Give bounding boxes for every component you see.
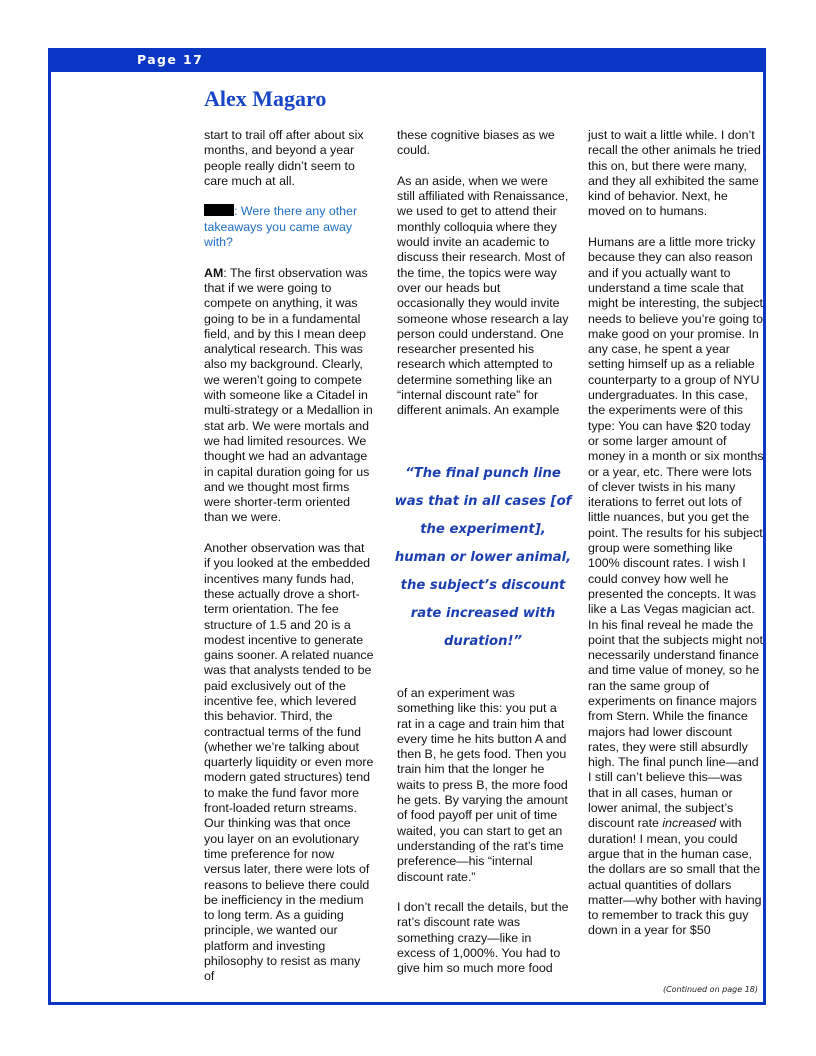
page-number: Page 17: [137, 52, 204, 67]
continued-note: (Continued on page 18): [662, 985, 758, 994]
paragraph: [588, 235, 764, 939]
answer-text: : The first observation was that if we were going to compete on anything, it was going to be in a fundamental field, and by this I mean deep analytical research. This was also my background. Clearly, we weren’t going to compete with someone like a Citadel in multi-strategy or a Medallion in stat arb. We were mortals and we had limited resources. We thought we had an advantage in capital duration going for us and we thought most firms were shorter-term oriented than we were.: [204, 265, 373, 525]
paragraph: I don’t recall the details, but the rat’s discount rate was something crazy—like in excess of 1,000%. You had to give him so much more food: [397, 900, 569, 976]
paragraph-text: with duration! I mean, you could argue that in the human case, the dollars are so small that the actual quantities of dollars matter—why bother with having to remember to track this guy down in a year for $50: [588, 816, 762, 938]
question-text: Were there any other takeaways you came away with?: [204, 204, 358, 250]
paragraph: just to wait a little while. I don’t recall the other animals he tried this on, but there were many, and they all exhibited the same kind of behavior. Next, he moved on to humans.: [588, 128, 761, 219]
speaker-initials: AM: [204, 265, 224, 280]
paragraph: Another observation was that if you looked at the embedded incentives many funds had, these actually drove a short-term orientation. The fee structure of 1.5 and 20 is a modest incentive to generate gains sooner. A related nuance was that analysts tended to be paid exclusively out of the incentive fee, which levered this behavior. Third, the contractual terms of the fund (whether we’re talking about quarterly liquidity or even more modern gated structures) tend to make the fund favor more front-loaded return streams. Our thinking was that once you layer on an evolutionary time preference for now versus later, there were lots of reasons to believe there could be inefficiency in the medium to long term. As a guiding principle, we wanted our platform and investing philosophy to resist as many of: [204, 541, 374, 984]
pull-quote: “The final punch line was that in all cases [of the experiment], human or lower animal, the subject’s discount rate increased with duration!”: [394, 466, 572, 649]
column-1: [204, 128, 374, 1000]
page-header-bar: [48, 48, 766, 72]
paragraph: As an aside, when we were still affiliated with Renaissance, we used to get to attend their monthly colloquia where they would invite an academic to discuss their research. Most of the time, the topics were way over our heads but occasionally they would invite someone whose research a lay person could understand. One researcher presented his research which attempted to determine something like an “internal discount rate” for different animals. An example: [397, 173, 569, 418]
paragraph-text: Humans are a little more tricky because they can also reason and if you actually want to understand a time scale that might be interesting, the subject needs to believe you’re going to make good on your promise. In any case, he spent a year setting himself up as a reliable counterparty to a group of NYU undergraduates. In this case, the experiments were of this type: You can have $20 today or some larger amount of money in a month or six months or a year, etc. There were lots of clever twists in his many iterations to ferret out lots of little nuances, but you get the point. The results for his subject group were something like 100% discount rates. I wish I could convey how well he presented the concepts. It was like a Las Vegas magician act. In his final reveal he made the point that the subjects might not necessarily understand finance and time value of money, so he ran the same group of experiments on finance majors from Stern. While the finance majors had lower discount rates, they were still absurdly high. The final punch line—and I still can’t believe this—was that in all cases, human or lower animal, the subject’s discount rate: [588, 235, 764, 831]
redacted-interviewer-name: [204, 204, 234, 216]
column-3: [588, 128, 764, 954]
paragraph: these cognitive biases as we could.: [397, 128, 555, 158]
paragraph: start to trail off after about six months, and beyond a year people really didn’t seem to care much at all.: [204, 128, 364, 188]
column-2-top: [397, 128, 569, 434]
interview-answer: [204, 266, 374, 526]
paragraph: of an experiment was something like this: you put a rat in a cage and train him that every time he hits button A and then B, he gets food. Then you train him that the longer he waits to press B, the more food he gets. By varying the amount of food payoff per unit of time waited, you can start to get an understanding of the rat’s time preference—his “internal discount rate.”: [397, 686, 568, 884]
interview-question: [204, 204, 374, 250]
question-colon: :: [234, 204, 238, 219]
emphasis-text: increased: [662, 816, 717, 831]
article-title: Alex Magaro: [204, 86, 327, 111]
column-2-bottom: [397, 686, 569, 992]
